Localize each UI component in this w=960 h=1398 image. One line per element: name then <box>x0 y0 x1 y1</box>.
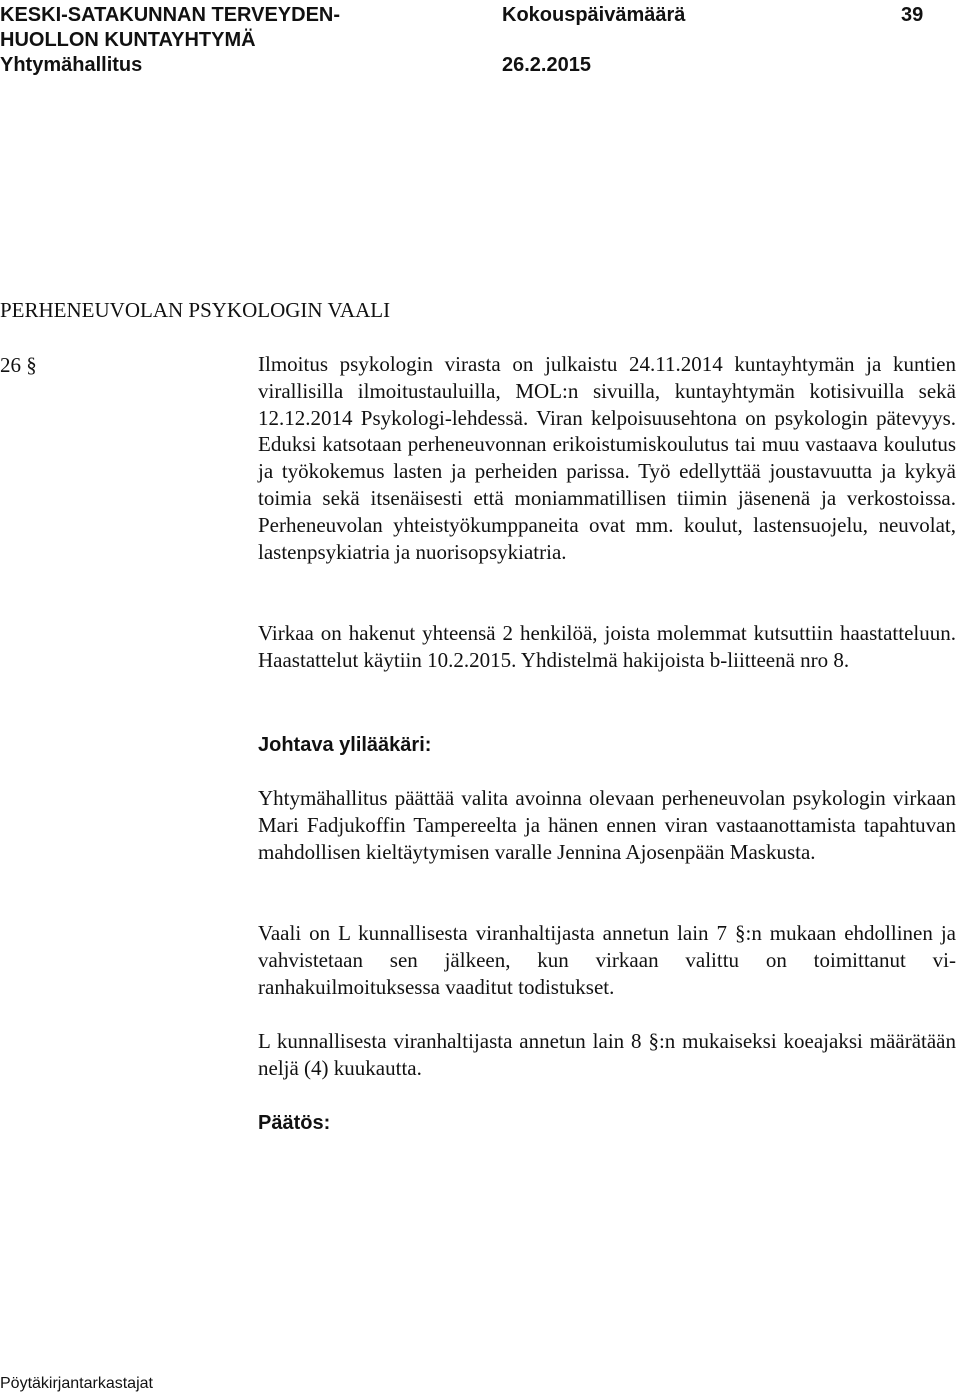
paragraph-text: Yhtymähallitus päättää valita avoinna olevaan perheneuvolan psykologin virkaan Mari Fadjukoffin Tampereelta ja hänen ennen viran vastaanottamista tapahtuvan mahdollisen kieltäytymisen varalle Jennina Ajosenpään Maskusta. <box>258 786 956 864</box>
paragraph-announcement <box>258 351 956 565</box>
governing-body: Yhtymähallitus <box>0 54 143 76</box>
section-title: PERHENEUVOLAN PSYKOLOGIN VAALI <box>0 298 391 322</box>
meeting-date-label: Kokouspäivämäärä <box>502 4 686 26</box>
page-number: 39 <box>901 4 924 26</box>
paragraph-text: L kunnallisesta viranhaltijasta annetun lain 8 §:n mukaiseksi koeajaksi määrätään neljä (4) kuukautta. <box>258 1029 956 1080</box>
paragraph-text: Ilmoitus psykologin virasta on julkaistu 24.11.2014 kuntayhtymän ja kuntien virallisilla ilmoitustauluilla, MOL:n sivuilla, kuntayhtymän kotisivuilla sekä 12.12.2014 Psykologi-lehdessä. Viran kelpoisuusehtona on psykologin pätevyys. Eduksi katsotaan perheneuvonnan erikoistumiskoulutus tai muu vastaava koulutus ja työkokemus lasten ja perheiden parissa. Työ edellyttää joustavuutta ja kykyä toimia sekä itsenäisesti että moniammatillisen tiimin jäsenenä ja verkostoissa. Perheneuvolan yhteistyökumppaneita ovat mm. koulut, lastensuojelu, neuvolat, lastenpsykiatria ja nuorisopsykiatria. <box>258 352 956 564</box>
decision-heading: Päätös: <box>258 1112 331 1134</box>
paragraph-applicants <box>258 620 956 674</box>
section-number: 26 § <box>0 353 37 377</box>
organization-name-line1: KESKI-SATAKUNNAN TERVEYDEN- <box>0 4 341 26</box>
proposer-heading: Johtava ylilääkäri: <box>258 734 432 756</box>
paragraph-proposal <box>258 785 956 865</box>
paragraph-conditional-election <box>258 920 956 1000</box>
paragraph-text: Vaali on L kunnallisesta viranhaltijasta annetun lain 7 §:n mukaan ehdollinen ja vahvistetaan sen jälkeen, kun virkaan valittu on toimittanut viranhakuilmoituksessa vaaditut todistukset. <box>258 921 956 999</box>
meeting-date: 26.2.2015 <box>502 54 591 76</box>
paragraph-text: Virkaa on hakenut yhteensä 2 henkilöä, joista molemmat kutsuttiin haastatteluun. Haastattelut käytiin 10.2.2015. Yhdistelmä hakijoista b-liitteenä nro 8. <box>258 621 956 672</box>
paragraph-probation <box>258 1028 956 1082</box>
organization-name-line2: HUOLLON KUNTAYHTYMÄ <box>0 29 256 51</box>
footer-minutes-checkers: Pöytäkirjantarkastajat <box>0 1375 153 1392</box>
